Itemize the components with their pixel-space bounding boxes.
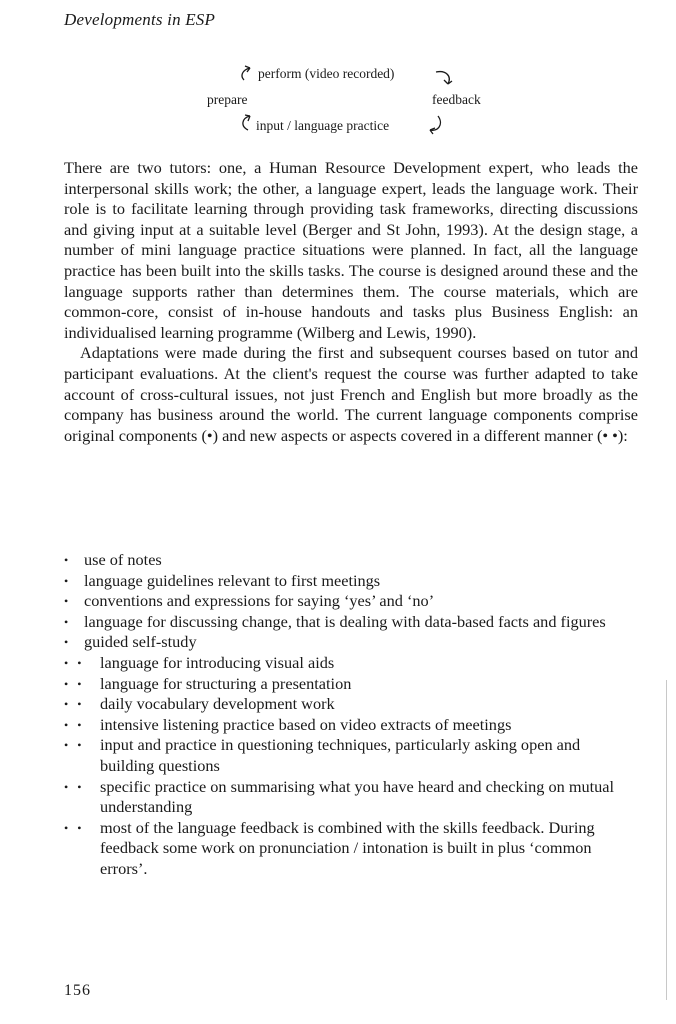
list-item	[64, 715, 638, 736]
list-item-text: conventions and expressions for saying ‘yes’ and ‘no’	[84, 591, 435, 611]
bullet-marker: • •	[64, 820, 85, 835]
diagram-input: input / language practice	[256, 118, 390, 133]
running-head: Developments in ESP	[64, 10, 216, 29]
list-item-text: language guidelines relevant to first meetings	[84, 570, 381, 590]
bullet-marker: • •	[64, 779, 85, 794]
list-item	[64, 550, 638, 571]
margin-rule	[666, 680, 667, 1000]
bullet-marker: • •	[64, 738, 85, 753]
list-item-text: guided self-study	[84, 632, 197, 652]
list-item	[64, 591, 638, 612]
diagram-perform: perform (video recorded)	[258, 66, 395, 81]
bullet-marker: •	[64, 573, 72, 588]
cycle-diagram	[0, 0, 676, 150]
list-item	[64, 674, 638, 695]
diagram-feedback: feedback	[432, 92, 481, 107]
list-item	[64, 694, 638, 715]
list-item-text: specific practice on summarising what you have heard and checking on mutual understanding	[100, 776, 615, 817]
list-item-text: language for discussing change, that is dealing with data-based facts and figures	[84, 611, 606, 631]
bullet-marker: • •	[64, 676, 85, 691]
paragraph: There are two tutors: one, a Human Resource Development expert, who leads the interpersonal skills work; the other, a language expert, leads the language work. Their role is to facilitate learning through providing task frameworks, directing discussions and giving input at a suitable level (Berger and St John, 1993). At the design stage, a number of mini language practice situations were planned. In fact, all the language practice has been built into the skills tasks. The course is designed around these and the language supports rather than determines them. The course materials, which are common-core, consist of in-house handouts and tasks plus Business English: an individualised learning programme (Wilberg and Lewis, 1990).	[64, 158, 638, 342]
list-item	[64, 632, 638, 653]
list-item	[64, 735, 638, 776]
list-item	[64, 571, 638, 592]
arrow-perform-to-feedback	[436, 72, 449, 84]
bullet-marker: • •	[64, 697, 85, 712]
bullet-marker: • •	[64, 717, 85, 732]
list-item-text: use of notes	[84, 550, 162, 569]
paragraph: Adaptations were made during the first and subsequent courses based on tutor and participant evaluations. At the client's request the course was further adapted to take account of cross-cultural issues, not just French and English but more broadly as the company has business around the world. The current language components comprise original components (•) and new aspects or aspects covered in a different manner (• •):	[64, 343, 638, 445]
component-list	[64, 550, 638, 880]
list-item	[64, 653, 638, 674]
list-item	[64, 612, 638, 633]
list-item-text: language for structuring a presentation	[100, 673, 352, 693]
list-item-text: intensive listening practice based on video extracts of meetings	[100, 714, 512, 734]
list-item-text: most of the language feedback is combined with the skills feedback. During feedback some work on pronunciation / intonation is built in plus ‘common errors’.	[100, 817, 595, 878]
bullet-marker: • •	[64, 655, 85, 670]
diagram-prepare: prepare	[207, 92, 248, 107]
page-number: 156	[64, 982, 91, 999]
list-item-text: daily vocabulary development work	[100, 694, 335, 714]
list-item-text: input and practice in questioning techniques, particularly asking open and building questions	[100, 735, 581, 775]
list-item	[64, 777, 638, 818]
body-text	[64, 158, 638, 446]
bullet-marker: •	[64, 553, 72, 567]
arrow-feedback-to-input	[430, 116, 440, 130]
list-item	[64, 818, 638, 880]
bullet-marker: •	[64, 594, 72, 609]
bullet-marker: •	[64, 635, 72, 650]
bullet-marker: •	[64, 614, 72, 629]
list-item-text: language for introducing visual aids	[100, 652, 335, 672]
